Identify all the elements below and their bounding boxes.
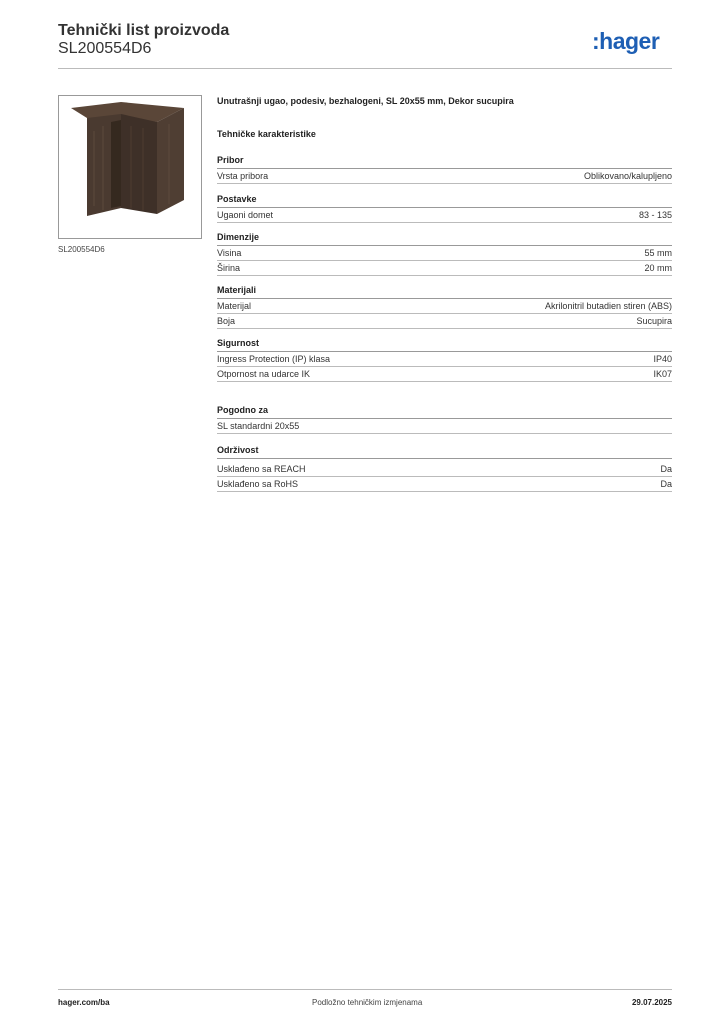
spec-value: 83 - 135: [638, 210, 672, 220]
spec-value: Sucupira: [636, 316, 672, 326]
spec-row: [217, 314, 672, 329]
spec-value: Da: [660, 464, 672, 474]
group-heading-pribor: Pribor: [217, 155, 672, 169]
spec-row: [217, 208, 672, 223]
section-label: Tehničke karakteristike: [217, 129, 316, 139]
header-divider: [58, 68, 672, 69]
spec-key: Usklađeno sa REACH: [217, 464, 306, 474]
spec-key: Usklađeno sa RoHS: [217, 479, 299, 489]
spec-key: Širina: [217, 263, 241, 273]
spec-row: [217, 367, 672, 382]
spec-key: Ugaoni domet: [217, 210, 274, 220]
product-code: SL200554D6: [58, 40, 152, 57]
hager-logo: :hager: [592, 28, 660, 54]
footer-date: 29.07.2025: [631, 998, 672, 1007]
group-heading-dimenzije: Dimenzije: [217, 232, 672, 246]
spec-key: Vrsta pribora: [217, 171, 269, 181]
spec-key: Ingress Protection (IP) klasa: [217, 354, 331, 364]
spec-value: IP40: [653, 354, 672, 364]
spec-key: Visina: [217, 248, 242, 258]
footer-divider: [58, 989, 672, 990]
spec-value: Akrilonitril butadien stiren (ABS): [544, 301, 672, 311]
footer-website-link[interactable]: hager.com/ba: [58, 998, 110, 1007]
group-heading-pogodno-za: Pogodno za: [217, 405, 672, 419]
group-heading-sigurnost: Sigurnost: [217, 338, 672, 352]
spec-value: 55 mm: [644, 248, 672, 258]
group-heading-postavke: Postavke: [217, 194, 672, 208]
spec-value: IK07: [653, 369, 672, 379]
spec-key: Materijal: [217, 301, 252, 311]
spec-row: [217, 169, 672, 184]
product-image: [58, 95, 202, 239]
group-heading-materijali: Materijali: [217, 285, 672, 299]
spec-row: [217, 462, 672, 477]
spec-row: [217, 419, 672, 434]
document-title: Tehnički list proizvoda: [58, 22, 230, 39]
spec-key: Otpornost na udarce IK: [217, 369, 311, 379]
spec-row: [217, 352, 672, 367]
spec-value: Oblikovano/kalupljeno: [583, 171, 672, 181]
spec-row: [217, 246, 672, 261]
spec-key: SL standardni 20x55: [217, 421, 300, 431]
product-description: Unutrašnji ugao, podesiv, bezhalogeni, SL 20x55 mm, Dekor sucupira: [217, 96, 514, 106]
spec-value: 20 mm: [644, 263, 672, 273]
spec-row: [217, 261, 672, 276]
spec-value: Da: [660, 479, 672, 489]
footer-note: Podložno tehničkim izmjenama: [312, 998, 423, 1007]
spec-row: [217, 477, 672, 492]
spec-row: [217, 299, 672, 314]
spec-key: Boja: [217, 316, 236, 326]
image-caption: SL200554D6: [58, 245, 105, 254]
group-heading-odrzivost: Održivost: [217, 445, 672, 459]
